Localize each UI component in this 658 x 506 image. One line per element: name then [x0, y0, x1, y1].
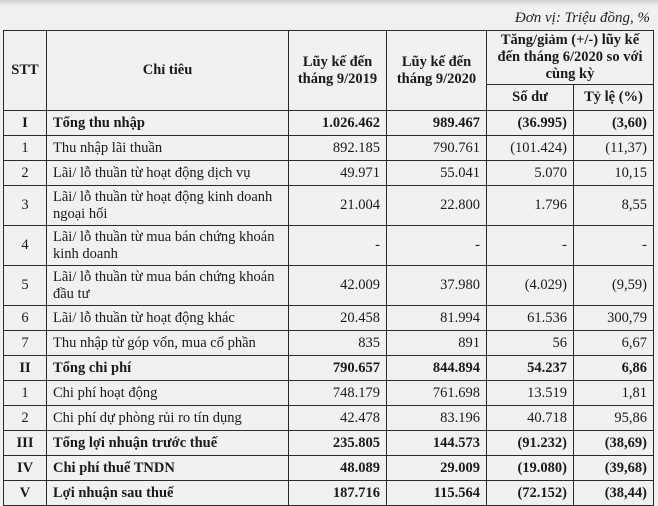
table-row — [4, 136, 654, 161]
table-row — [4, 111, 654, 136]
row-cum-2020: - — [387, 226, 487, 266]
row-change-pct: (38,69) — [574, 431, 654, 456]
row-cum-2019: 835 — [289, 331, 387, 356]
row-cum-2019: 42.009 — [289, 266, 387, 306]
table-row — [4, 226, 654, 266]
row-change-amount: (91.232) — [487, 431, 574, 456]
row-change-pct: 300,79 — [574, 306, 654, 331]
table-row — [4, 356, 654, 381]
row-indicator: Lợi nhuận sau thuế — [47, 481, 289, 506]
row-cum-2019: 187.716 — [289, 481, 387, 506]
row-change-amount: 40.718 — [487, 406, 574, 431]
row-stt: IV — [4, 456, 47, 481]
table-row — [4, 381, 654, 406]
row-cum-2020: 844.894 — [387, 356, 487, 381]
table-row — [4, 456, 654, 481]
row-cum-2020: 81.994 — [387, 306, 487, 331]
row-change-amount: 5.070 — [487, 161, 574, 186]
row-change-amount: 56 — [487, 331, 574, 356]
row-cum-2020: 55.041 — [387, 161, 487, 186]
page-top-edge — [0, 0, 658, 6]
row-change-amount: (36.995) — [487, 111, 574, 136]
row-change-amount: 61.536 — [487, 306, 574, 331]
row-indicator: Lãi/ lỗ thuần từ hoạt động kinh doanh ngoại hối — [47, 186, 289, 226]
row-indicator: Tổng chi phí — [47, 356, 289, 381]
row-change-amount: (4.029) — [487, 266, 574, 306]
row-change-amount: 54.237 — [487, 356, 574, 381]
row-cum-2020: 144.573 — [387, 431, 487, 456]
row-indicator: Chi phí thuế TNDN — [47, 456, 289, 481]
row-indicator: Lãi/ lỗ thuần từ mua bán chứng khoán kinh doanh — [47, 226, 289, 266]
row-stt: II — [4, 356, 47, 381]
row-cum-2019: 790.657 — [289, 356, 387, 381]
row-stt: I — [4, 111, 47, 136]
header-change-pct: Tỷ lệ (%) — [574, 85, 654, 111]
row-change-pct: (9,59) — [574, 266, 654, 306]
row-stt: 2 — [4, 406, 47, 431]
table-row — [4, 431, 654, 456]
row-cum-2020: 83.196 — [387, 406, 487, 431]
unit-label: Đơn vị: Triệu đồng, % — [514, 10, 650, 26]
row-indicator: Lãi/ lỗ thuần từ mua bán chứng khoán đầu tư — [47, 266, 289, 306]
row-cum-2019: 48.089 — [289, 456, 387, 481]
row-stt: 5 — [4, 266, 47, 306]
header-indicator: Chỉ tiêu — [47, 31, 289, 111]
row-change-amount: (72.152) — [487, 481, 574, 506]
row-indicator: Lãi/ lỗ thuần từ hoạt động khác — [47, 306, 289, 331]
row-stt: III — [4, 431, 47, 456]
row-indicator: Chi phí hoạt động — [47, 381, 289, 406]
row-cum-2020: 790.761 — [387, 136, 487, 161]
row-cum-2020: 761.698 — [387, 381, 487, 406]
row-change-amount: 13.519 — [487, 381, 574, 406]
income-statement-table — [3, 30, 654, 506]
row-cum-2020: 22.800 — [387, 186, 487, 226]
row-change-pct: (11,37) — [574, 136, 654, 161]
row-cum-2020: 29.009 — [387, 456, 487, 481]
row-cum-2019: 42.478 — [289, 406, 387, 431]
row-change-pct: (3,60) — [574, 111, 654, 136]
table-row — [4, 161, 654, 186]
table-row — [4, 306, 654, 331]
row-stt: 6 — [4, 306, 47, 331]
row-cum-2019: 1.026.462 — [289, 111, 387, 136]
row-cum-2019: 748.179 — [289, 381, 387, 406]
row-indicator: Thu nhập lãi thuần — [47, 136, 289, 161]
header-change-group: Tăng/giảm (+/-) lũy kế đến tháng 6/2020 so với cùng kỳ — [487, 31, 654, 85]
row-change-pct: 8,55 — [574, 186, 654, 226]
table-row — [4, 406, 654, 431]
row-change-amount: - — [487, 226, 574, 266]
row-cum-2019: 21.004 — [289, 186, 387, 226]
row-stt: 4 — [4, 226, 47, 266]
row-stt: 7 — [4, 331, 47, 356]
row-cum-2019: 892.185 — [289, 136, 387, 161]
table-row — [4, 266, 654, 306]
row-change-pct: (38,44) — [574, 481, 654, 506]
row-indicator: Lãi/ lỗ thuần từ hoạt động dịch vụ — [47, 161, 289, 186]
row-cum-2020: 891 — [387, 331, 487, 356]
row-indicator: Tổng thu nhập — [47, 111, 289, 136]
row-stt: 1 — [4, 136, 47, 161]
header-change-amount: Số dư — [487, 85, 574, 111]
row-change-pct: 10,15 — [574, 161, 654, 186]
header-cum-2019: Lũy kế đến tháng 9/2019 — [289, 31, 387, 111]
table-body — [4, 111, 654, 506]
row-indicator: Thu nhập từ góp vốn, mua cổ phần — [47, 331, 289, 356]
row-change-pct: 6,67 — [574, 331, 654, 356]
row-indicator: Tổng lợi nhuận trước thuế — [47, 431, 289, 456]
row-stt: 3 — [4, 186, 47, 226]
header-stt: STT — [4, 31, 47, 111]
row-cum-2020: 989.467 — [387, 111, 487, 136]
row-change-pct: 6,86 — [574, 356, 654, 381]
row-cum-2019: 20.458 — [289, 306, 387, 331]
row-cum-2020: 37.980 — [387, 266, 487, 306]
row-stt: 1 — [4, 381, 47, 406]
row-change-amount: 1.796 — [487, 186, 574, 226]
header-cum-2020: Lũy kế đến tháng 9/2020 — [387, 31, 487, 111]
row-change-amount: (101.424) — [487, 136, 574, 161]
row-indicator: Chi phí dự phòng rủi ro tín dụng — [47, 406, 289, 431]
table-row — [4, 481, 654, 506]
row-change-pct: 1,81 — [574, 381, 654, 406]
row-change-pct: 95,86 — [574, 406, 654, 431]
table-row — [4, 331, 654, 356]
row-change-amount: (19.080) — [487, 456, 574, 481]
row-cum-2020: 115.564 — [387, 481, 487, 506]
row-cum-2019: - — [289, 226, 387, 266]
row-change-pct: (39,68) — [574, 456, 654, 481]
table-row — [4, 186, 654, 226]
row-cum-2019: 235.805 — [289, 431, 387, 456]
row-cum-2019: 49.971 — [289, 161, 387, 186]
row-stt: V — [4, 481, 47, 506]
row-change-pct: - — [574, 226, 654, 266]
row-stt: 2 — [4, 161, 47, 186]
